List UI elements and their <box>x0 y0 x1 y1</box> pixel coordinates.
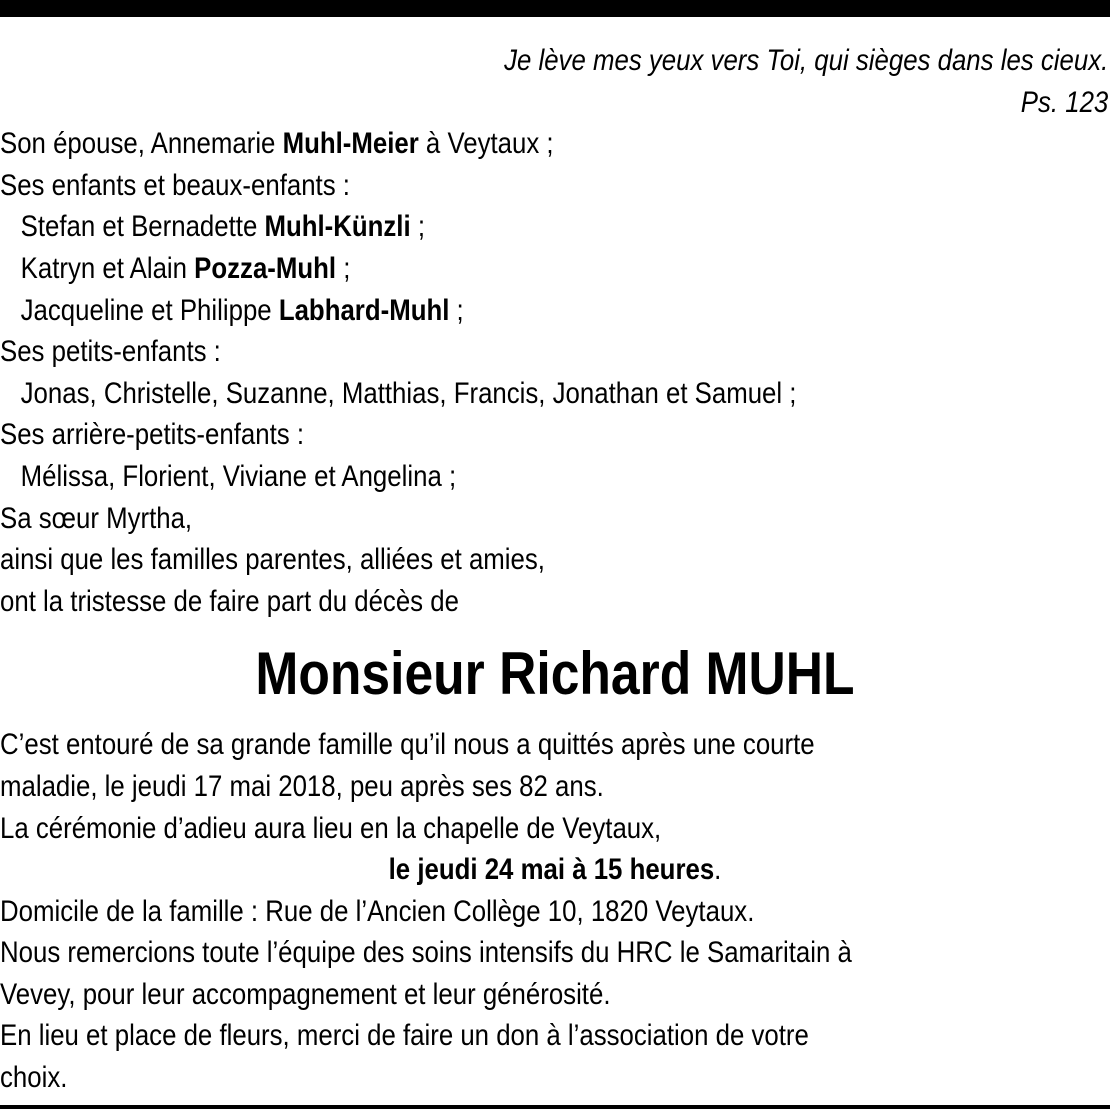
grandchildren-list: Jonas, Christelle, Suzanne, Matthias, Francis, Jonathan et Samuel ; <box>20 376 797 410</box>
children-heading: Ses enfants et beaux-enfants : <box>0 168 350 202</box>
spouse-line: Son épouse, Annemarie Muhl-Meier à Veytaux ; <box>0 127 554 161</box>
announcement-line: ont la tristesse de faire part du décès de <box>0 584 459 618</box>
thanks-line: Vevey, pour leur accompagnement et leur générosité. <box>0 977 611 1011</box>
spouse-surname: Muhl-Meier <box>282 127 419 161</box>
flowers-line: En lieu et place de fleurs, merci de faire un don à l’association de votre <box>0 1019 809 1053</box>
home-address-line: Domicile de la famille : Rue de l’Ancien Collège 10, 1820 Veytaux. <box>0 894 755 928</box>
child-surname: Muhl-Künzli <box>264 210 411 244</box>
child-surname: Labhard-Muhl <box>278 293 450 327</box>
ceremony-date-line: le jeudi 24 mai à 15 heures. <box>388 853 722 887</box>
bottom-rule <box>0 1105 1110 1109</box>
deceased-name: Monsieur Richard MUHL <box>255 640 855 708</box>
grandchildren-heading: Ses petits-enfants : <box>0 335 221 369</box>
sister-line: Sa sœur Myrtha, <box>0 501 193 535</box>
message-line: C’est entouré de sa grande famille qu’il nous a quittés après une courte <box>0 728 815 762</box>
message-line: maladie, le jeudi 17 mai 2018, peu après ses 82 ans. <box>0 769 604 803</box>
obituary-notice <box>0 40 1110 1099</box>
ceremony-date: le jeudi 24 mai à 15 heures <box>388 853 715 887</box>
ceremony-line: La cérémonie d’adieu aura lieu en la chapelle de Veytaux, <box>0 811 662 845</box>
verse-reference: Ps. 123 <box>1020 85 1109 119</box>
verse-text: Je lève mes yeux vers Toi, qui sièges dans les cieux. <box>504 44 1109 77</box>
relatives-line: ainsi que les familles parentes, alliées et amies, <box>0 543 545 577</box>
great-grandchildren-list: Mélissa, Florient, Viviane et Angelina ; <box>20 459 457 493</box>
child-surname: Pozza-Muhl <box>194 251 337 285</box>
great-grandchildren-heading: Ses arrière-petits-enfants : <box>0 418 304 452</box>
child-line: Katryn et Alain Pozza-Muhl ; <box>20 251 351 285</box>
child-line: Stefan et Bernadette Muhl-Künzli ; <box>20 210 425 244</box>
child-line: Jacqueline et Philippe Labhard-Muhl ; <box>20 293 464 327</box>
flowers-line: choix. <box>0 1061 68 1095</box>
top-rule <box>0 0 1110 17</box>
thanks-line: Nous remercions toute l’équipe des soins intensifs du HRC le Samaritain à <box>0 936 852 970</box>
